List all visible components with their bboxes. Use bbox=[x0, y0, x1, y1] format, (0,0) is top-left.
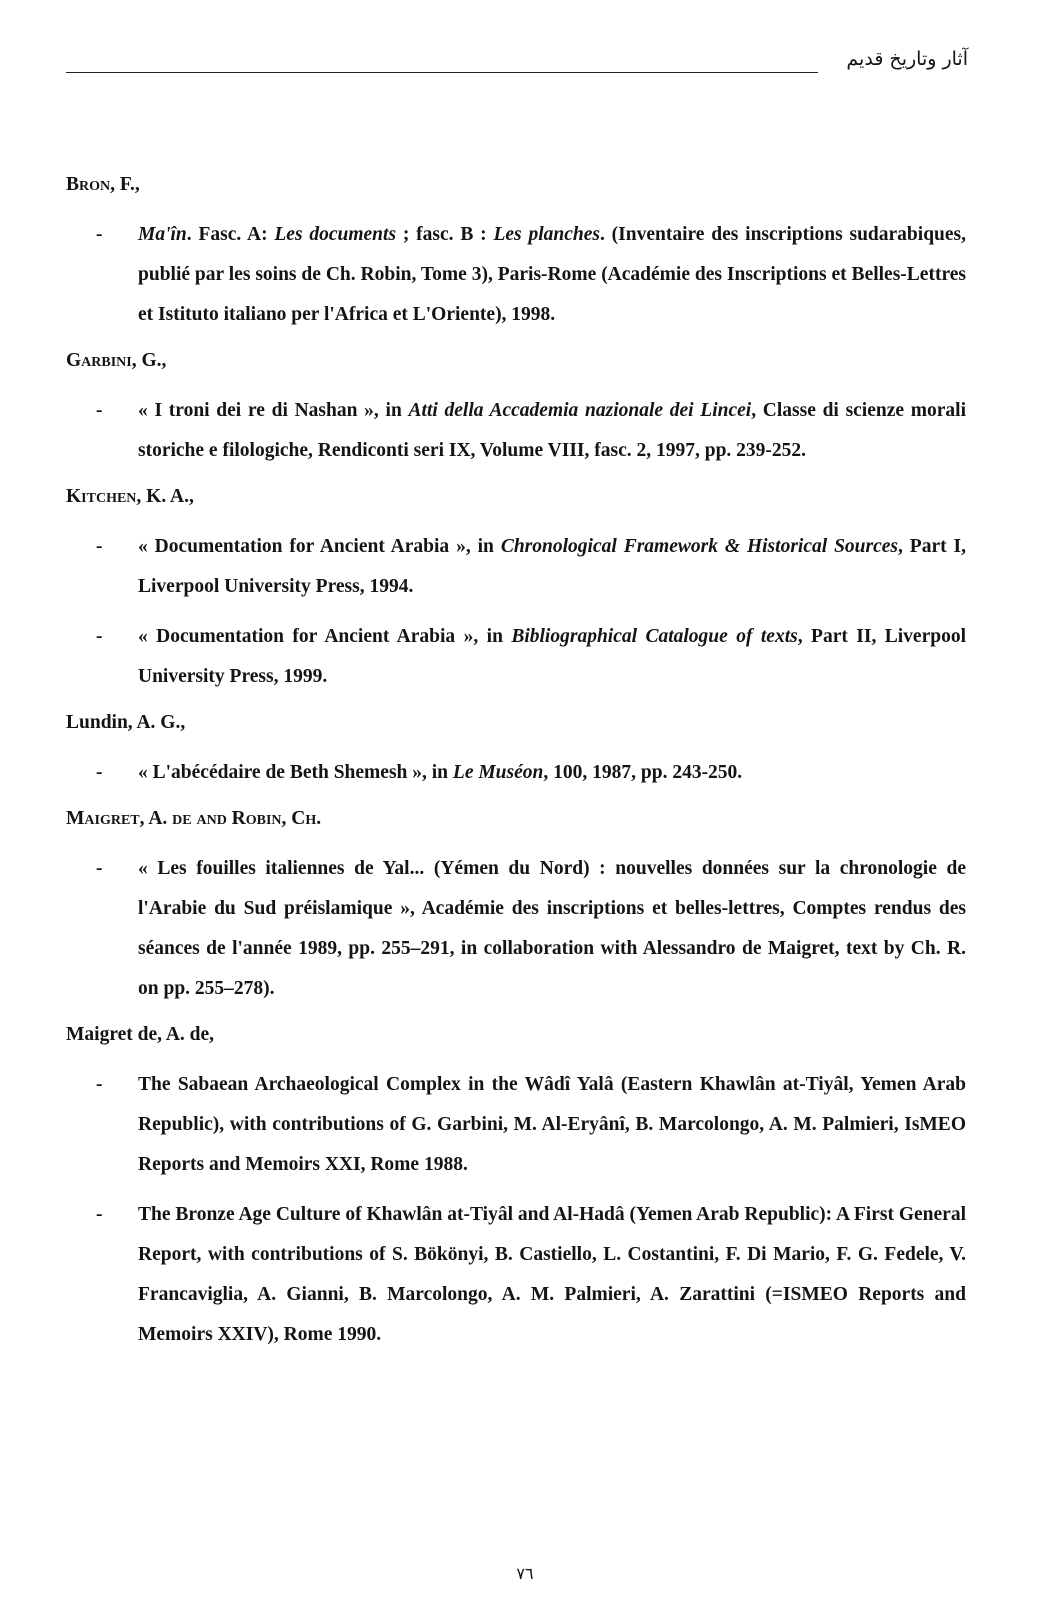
entry-title: Atti della Accademia nazionale dei Lincei bbox=[408, 400, 752, 421]
entry-text: , 100, 1987, pp. 243-250. bbox=[543, 762, 743, 783]
author-heading: Kitchen, K. A., bbox=[66, 486, 194, 507]
author-heading: Maigret, A. de and Robin, Ch. bbox=[66, 808, 322, 829]
running-header-title: آثار وتاريخ قديم bbox=[846, 48, 968, 70]
bib-group bbox=[66, 477, 966, 697]
bib-entry bbox=[66, 527, 966, 607]
entry-text: , Classe di scienze morali storiche e filologiche, Rendiconti seri IX, Volume VIII, fasc. 2, 1997, pp. 239-252. bbox=[138, 400, 966, 461]
entry-title: Ma'în bbox=[138, 224, 187, 245]
bib-entry bbox=[66, 1195, 966, 1355]
entry-text: ; fasc. B : bbox=[396, 224, 494, 245]
header-rule bbox=[66, 72, 818, 73]
entry-dash: - bbox=[96, 626, 103, 647]
bib-group bbox=[66, 799, 966, 1009]
entry-title: Bibliographical Catalogue of texts bbox=[511, 626, 798, 647]
entry-text: « Documentation for Ancient Arabia », in bbox=[138, 626, 512, 647]
entry-dash: - bbox=[96, 1074, 103, 1095]
bib-entry bbox=[66, 849, 966, 1009]
entry-text: « I troni dei re di Nashan », in bbox=[138, 400, 409, 421]
entry-text: The Bronze Age Culture of Khawlân at-Tiyâl and Al-Hadâ (Yemen Arab Republic): A First General Report, with contributions of S. Bökönyi, B. Castiello, L. Costantini, F. Di Mario, F. G. Fedele, V. Francaviglia, A. Gianni, B. Marcolongo, A. M. Palmieri, A. Zarattini (=ISMEO Reports and Memoirs XXIV), Rome 1990. bbox=[138, 1204, 966, 1345]
entry-title: Les planches bbox=[493, 224, 600, 245]
bib-entry bbox=[66, 215, 966, 335]
entry-dash: - bbox=[96, 224, 103, 245]
entry-dash: - bbox=[96, 858, 103, 879]
entry-text: The Sabaean Archaeological Complex in the Wâdî Yalâ (Eastern Khawlân at-Tiyâl, Yemen Arab Republic), with contributions of G. Garbini, M. Al-Eryânî, B. Marcolongo, A. M. Palmieri, IsMEO Reports and Memoirs XXI, Rome 1988. bbox=[138, 1074, 966, 1175]
bib-group bbox=[66, 1015, 966, 1355]
entry-text: . (Inventaire des inscriptions sudarabiques, publié par les soins de Ch. Robin, Tome 3), Paris-Rome (Académie des Inscriptions et Belles-Lettres et Istituto italiano per l'Africa et L'Oriente), 1998. bbox=[138, 224, 967, 325]
entry-dash: - bbox=[96, 762, 103, 783]
author-heading: Garbini, G., bbox=[66, 350, 167, 371]
bib-group bbox=[66, 165, 966, 335]
entry-text: , Part II, Liverpool University Press, 1999. bbox=[138, 626, 966, 687]
bib-entry bbox=[66, 617, 966, 697]
bib-group bbox=[66, 703, 966, 793]
bib-entry bbox=[66, 753, 966, 793]
entry-title: Chronological Framework & Historical Sources bbox=[500, 536, 898, 557]
author-heading: Bron, F., bbox=[66, 174, 140, 195]
author-heading: Lundin, A. G., bbox=[66, 712, 186, 733]
bib-entry bbox=[66, 1065, 966, 1185]
entry-dash: - bbox=[96, 1204, 103, 1225]
entry-text: « L'abécédaire de Beth Shemesh », in bbox=[138, 762, 453, 783]
entry-text: . Fasc. A: bbox=[186, 224, 275, 245]
entry-title: Le Muséon bbox=[452, 762, 544, 783]
entry-dash: - bbox=[96, 536, 103, 557]
entry-text: , Part I, Liverpool University Press, 1994. bbox=[138, 536, 966, 597]
entry-title: Les documents bbox=[274, 224, 397, 245]
entry-text: « Documentation for Ancient Arabia », in bbox=[138, 536, 501, 557]
page-number: ٧٦ bbox=[516, 1564, 534, 1583]
entry-text: « Les fouilles italiennes de Yal... (Yémen du Nord) : nouvelles données sur la chronologie de l'Arabie du Sud préislamique », Académie des inscriptions et belles-lettres, Comptes rendus des séances de l'année 1989, pp. 255–291, in collaboration with Alessandro de Maigret, text by Ch. R. on pp. 255–278). bbox=[138, 858, 966, 999]
bibliography-list bbox=[66, 165, 966, 1361]
bib-entry bbox=[66, 391, 966, 471]
author-heading: Maigret de, A. de, bbox=[66, 1024, 215, 1045]
entry-dash: - bbox=[96, 400, 103, 421]
bib-group bbox=[66, 341, 966, 471]
